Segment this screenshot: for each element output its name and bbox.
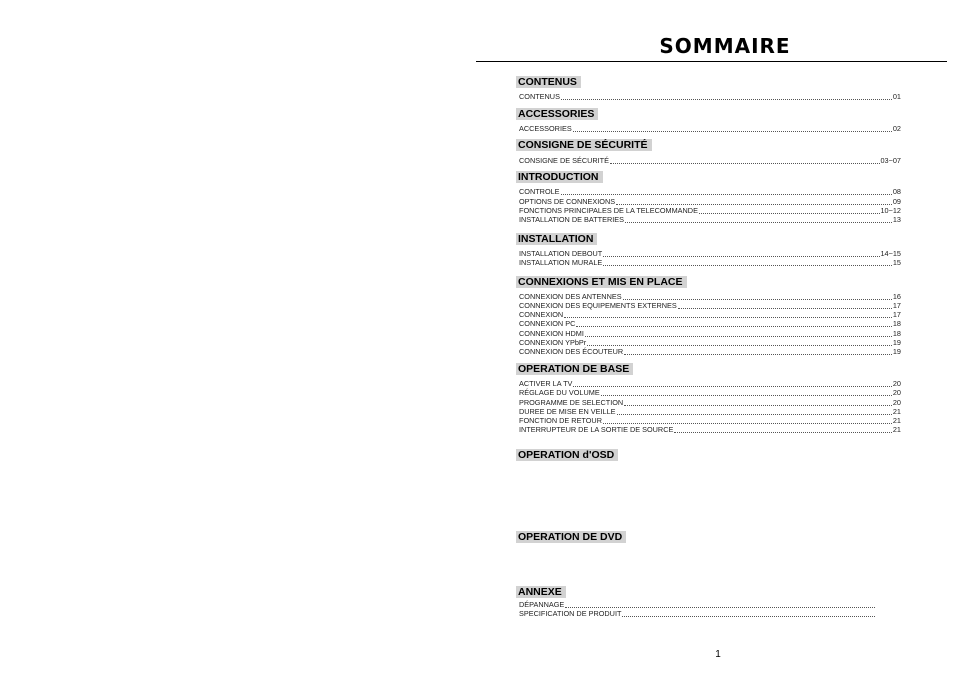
toc-entry-page: 20 <box>892 379 901 389</box>
toc-entry-label: INSTALLATION DE BATTERIES <box>519 215 625 225</box>
dot-leader <box>561 98 892 100</box>
toc-entry-label: DUREE DE MISE EN VEILLE <box>519 407 616 417</box>
toc-entry[interactable] <box>519 347 901 356</box>
section-heading: CONNEXIONS ET MIS EN PLACE <box>516 276 687 288</box>
toc-entry[interactable] <box>519 187 901 196</box>
toc-entry-page: 21 <box>892 416 901 426</box>
toc-entry-page: 17 <box>892 301 901 311</box>
dot-leader <box>678 307 892 309</box>
toc-entry-page: 10~12 <box>880 206 901 216</box>
page-title: SOMMAIRE <box>659 34 791 58</box>
dot-leader <box>603 422 892 424</box>
toc-entry[interactable] <box>519 600 876 609</box>
page-number: 1 <box>715 649 721 660</box>
toc-entry[interactable] <box>519 388 901 397</box>
dot-leader <box>564 316 892 318</box>
toc-entry[interactable] <box>519 301 901 310</box>
section-heading: INTRODUCTION <box>516 171 603 183</box>
dot-leader <box>625 221 892 223</box>
toc-entry-label: SPECIFICATION DE PRODUIT <box>519 609 622 619</box>
toc-entry[interactable] <box>519 416 901 425</box>
toc-entry-page: 08 <box>892 187 901 197</box>
dot-leader <box>616 203 892 205</box>
toc-entry-label: ACTIVER LA TV <box>519 379 573 389</box>
dot-leader <box>617 413 892 415</box>
toc-entry[interactable] <box>519 156 901 165</box>
toc-entry-label: CONNEXION DES EQUIPEMENTS EXTERNES <box>519 301 677 311</box>
dot-leader <box>603 255 879 257</box>
dot-leader <box>699 212 880 214</box>
toc-entry[interactable] <box>519 310 901 319</box>
section-heading: OPERATION d'OSD <box>516 449 618 461</box>
toc-entry-page: 09 <box>892 197 901 207</box>
toc-entry[interactable] <box>519 398 901 407</box>
section-heading: ACCESSORIES <box>516 108 598 120</box>
toc-entry[interactable] <box>519 215 901 224</box>
dot-leader <box>622 615 875 617</box>
toc-entry-label: FONCTIONS PRINCIPALES DE LA TELECOMMANDE <box>519 206 698 216</box>
toc-entry-label: RÉGLAGE DU VOLUME <box>519 388 600 398</box>
toc-entry[interactable] <box>519 379 901 388</box>
toc-entry-page: 14~15 <box>880 249 901 259</box>
toc-entry[interactable] <box>519 425 901 434</box>
dot-leader <box>576 325 892 327</box>
toc-entry[interactable] <box>519 319 901 328</box>
toc-entry-label: FONCTION DE RETOUR <box>519 416 602 426</box>
toc-entry-label: CONNEXION DES ÉCOUTEUR <box>519 347 624 357</box>
toc-entry[interactable] <box>519 249 901 258</box>
toc-entry-page: 21 <box>892 407 901 417</box>
dot-leader <box>624 353 892 355</box>
toc-entry-label: OPTIONS DE CONNEXIONS <box>519 197 616 207</box>
dot-leader <box>573 130 892 132</box>
dot-leader <box>674 431 892 433</box>
toc-entry-page: 02 <box>892 124 901 134</box>
toc-entry-label: CONSIGNE DE SÉCURITÉ <box>519 156 610 166</box>
toc-entry[interactable] <box>519 407 901 416</box>
section-heading: CONSIGNE DE SÉCURITÉ <box>516 139 652 151</box>
dot-leader <box>623 298 892 300</box>
toc-entry-page: 16 <box>892 292 901 302</box>
toc-entry-label: CONTENUS <box>519 92 560 102</box>
toc-entry-label: CONNEXION <box>519 310 564 320</box>
section-heading: CONTENUS <box>516 76 581 88</box>
dot-leader <box>624 404 892 406</box>
section-heading: OPERATION DE BASE <box>516 363 633 375</box>
toc-entry-label: CONNEXION DES ANTENNES <box>519 292 622 302</box>
toc-entry[interactable] <box>519 124 901 133</box>
toc-entry[interactable] <box>519 206 901 215</box>
toc-entry-label: CONNEXION HDMI <box>519 329 584 339</box>
dot-leader <box>565 606 875 608</box>
toc-entry-page: 20 <box>892 388 901 398</box>
section-heading: INSTALLATION <box>516 233 597 245</box>
toc-entry-page: 17 <box>892 310 901 320</box>
dot-leader <box>601 394 892 396</box>
dot-leader <box>585 335 892 337</box>
toc-entry-page: 20 <box>892 398 901 408</box>
toc-entry[interactable] <box>519 609 876 618</box>
toc-entry-label: CONTROLE <box>519 187 560 197</box>
dot-leader <box>561 193 892 195</box>
toc-entry-label: ACCESSORIES <box>519 124 572 134</box>
toc-entry-page: 18 <box>892 319 901 329</box>
toc-entry-page: 19 <box>892 338 901 348</box>
toc-entry-label: CONNEXION PC <box>519 319 576 329</box>
toc-entry-page: 18 <box>892 329 901 339</box>
toc-entry-page: 21 <box>892 425 901 435</box>
toc-entry[interactable] <box>519 92 901 101</box>
section-heading: OPERATION DE DVD <box>516 531 626 543</box>
toc-entry-label: INSTALLATION DEBOUT <box>519 249 603 259</box>
toc-entry[interactable] <box>519 292 901 301</box>
toc-entry-label: DÉPANNAGE <box>519 600 565 610</box>
dot-leader <box>573 385 891 387</box>
toc-entry-page: 13 <box>892 215 901 225</box>
toc-entry[interactable] <box>519 338 901 347</box>
toc-entry[interactable] <box>519 197 901 206</box>
toc-entry[interactable] <box>519 258 901 267</box>
toc-entry-page: 15 <box>892 258 901 268</box>
toc-entry-page: 03~07 <box>880 156 901 166</box>
dot-leader <box>587 344 892 346</box>
toc-entry-page: 19 <box>892 347 901 357</box>
title-divider <box>476 61 947 62</box>
dot-leader <box>610 162 879 164</box>
dot-leader <box>603 264 892 266</box>
toc-entry-label: INTERRUPTEUR DE LA SORTIE DE SOURCE <box>519 425 674 435</box>
toc-entry-page: 01 <box>892 92 901 102</box>
section-heading: ANNEXE <box>516 586 566 598</box>
toc-entry-label: PROGRAMME DE SELECTION <box>519 398 624 408</box>
toc-entry-label: CONNEXION YPbPr <box>519 338 587 348</box>
toc-entry-label: INSTALLATION MURALE <box>519 258 603 268</box>
toc-entry[interactable] <box>519 329 901 338</box>
